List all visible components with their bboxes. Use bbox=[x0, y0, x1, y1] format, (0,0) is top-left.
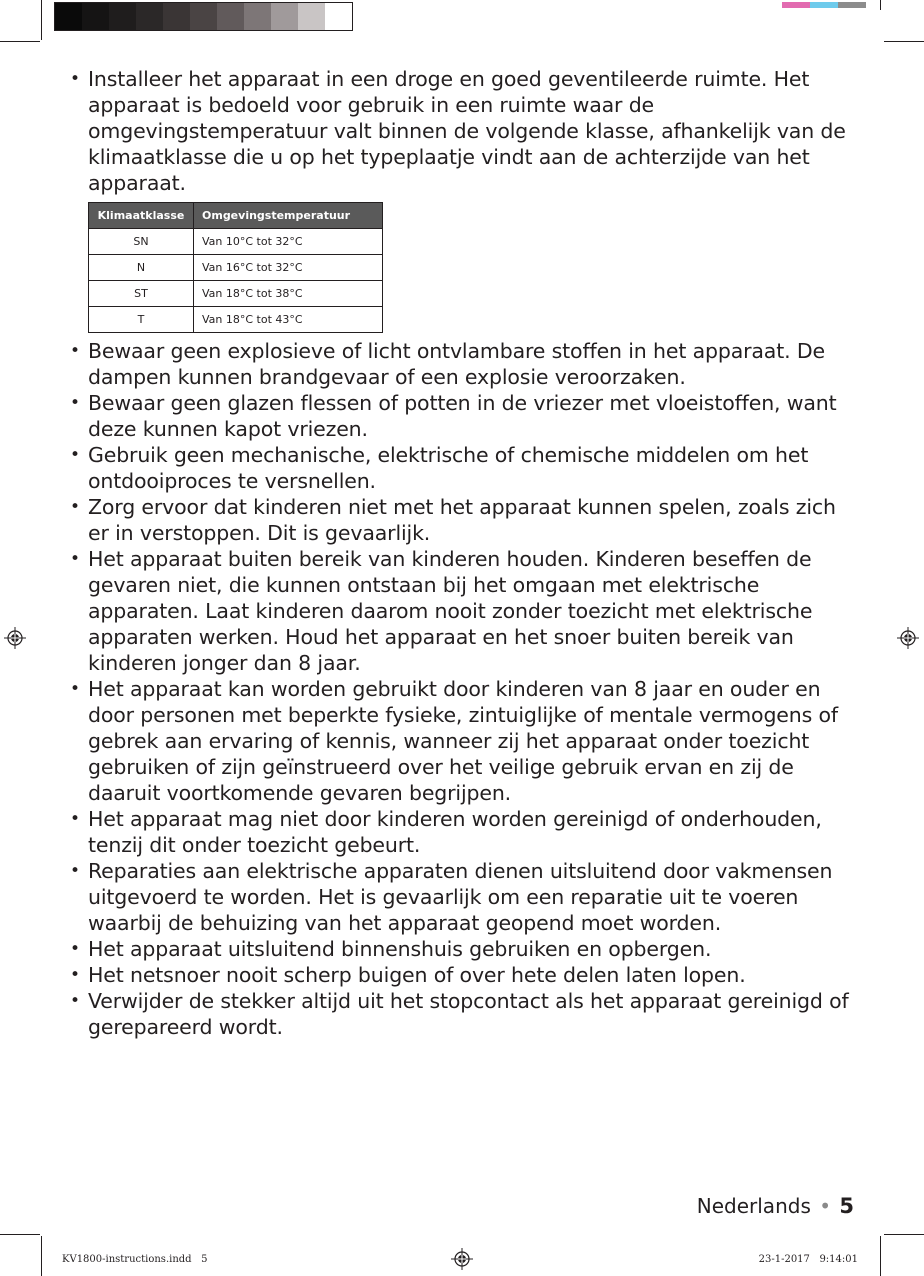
table-cell-class: ST bbox=[89, 281, 194, 307]
grayscale-swatch bbox=[136, 3, 163, 30]
table-header-climate-class: Klimaatklasse bbox=[89, 203, 194, 229]
bullet-icon: • bbox=[70, 679, 80, 699]
grayscale-swatch bbox=[109, 3, 136, 30]
grayscale-swatch bbox=[325, 3, 352, 30]
table-row bbox=[89, 229, 383, 255]
list-item-text: Het apparaat kan worden gebruikt door kinderen van 8 jaar en ouder en door personen met beperkte fysieke, zintuiglijke of mentale vermogens of gebrek aan ervaring of kennis, wanneer zij het apparaat onder toezicht gebruiken of zijn geïnstrueerd over het veilige gebruik ervan en zij de daaruit voortkomende gevaren begrijpen. bbox=[88, 677, 838, 805]
bullet-icon: • bbox=[70, 965, 80, 985]
list-item-text: Zorg ervoor dat kinderen niet met het apparaat kunnen spelen, zoals zich er in verstoppen. Dit is gevaarlijk. bbox=[88, 495, 836, 545]
list-item-text: Bewaar geen glazen flessen of potten in de vriezer met vloeistoffen, want deze kunnen kapot vriezen. bbox=[88, 391, 837, 441]
table-cell-class: N bbox=[89, 255, 194, 281]
table-header-row bbox=[89, 203, 383, 229]
intro-text: Installeer het apparaat in een droge en goed geventileerde ruimte. Het apparaat is bedoeld voor gebruik in een ruimte waar de omgevingstemperatuur valt binnen de volgende klasse, afhankelijk van de klimaatklasse die u op het typeplaatje vindt aan de achterzijde van het apparaat. bbox=[88, 67, 846, 195]
grayscale-swatch bbox=[163, 3, 190, 30]
list-item bbox=[68, 676, 858, 806]
list-item-text: Bewaar geen explosieve of licht ontvlambare stoffen in het apparaat. De dampen kunnen brandgevaar of een explosie veroorzaken. bbox=[88, 339, 825, 389]
slug-filename: KV1800-instructions.indd 5 bbox=[62, 1254, 208, 1265]
color-swatch bbox=[782, 2, 810, 8]
grayscale-swatch bbox=[55, 3, 82, 30]
climate-class-table bbox=[88, 202, 383, 333]
safety-bullet-list bbox=[68, 338, 858, 1040]
footer-language: Nederlands bbox=[696, 1194, 811, 1218]
registration-mark-left-icon bbox=[4, 627, 26, 649]
table-cell-class: SN bbox=[89, 229, 194, 255]
grayscale-swatch bbox=[217, 3, 244, 30]
slug-timestamp: 23-1-2017 9:14:01 bbox=[758, 1254, 858, 1265]
grayscale-swatch bbox=[82, 3, 109, 30]
grayscale-swatch bbox=[190, 3, 217, 30]
footer-separator: • bbox=[819, 1194, 832, 1218]
crop-mark-bottom-right-h bbox=[884, 1234, 924, 1235]
list-item-text: Het netsnoer nooit scherp buigen of over hete delen laten lopen. bbox=[88, 963, 746, 987]
bullet-icon: • bbox=[70, 393, 80, 413]
list-item bbox=[68, 390, 858, 442]
list-item bbox=[68, 494, 858, 546]
intro-bullet-item bbox=[68, 66, 858, 196]
bullet-icon: • bbox=[70, 991, 80, 1011]
list-item bbox=[68, 936, 858, 962]
bullet-icon: • bbox=[70, 861, 80, 881]
bullet-icon: • bbox=[70, 809, 80, 829]
color-swatch bbox=[810, 2, 838, 8]
list-item-text: Het apparaat mag niet door kinderen worden gereinigd of onderhouden, tenzij dit onder toezicht gebeurt. bbox=[88, 807, 822, 857]
page-footer bbox=[697, 1194, 854, 1218]
grayscale-color-bar bbox=[54, 2, 353, 31]
list-item bbox=[68, 806, 858, 858]
list-item bbox=[68, 988, 858, 1040]
table-row bbox=[89, 255, 383, 281]
list-item-text: Het apparaat buiten bereik van kinderen houden. Kinderen beseffen de gevaren niet, die kunnen ontstaan bij het omgaan met elektrische apparaten. Laat kinderen daarom nooit zonder toezicht met elektrische apparaten werken. Houd het apparaat en het snoer buiten bereik van kinderen jonger dan 8 jaar. bbox=[88, 547, 813, 675]
crop-mark-top-left-h bbox=[0, 41, 40, 42]
grayscale-swatch bbox=[298, 3, 325, 30]
crop-mark-top-right bbox=[880, 0, 881, 10]
table-header-ambient-temperature: Omgevingstemperatuur bbox=[194, 203, 383, 229]
crop-mark-bottom-left-h bbox=[0, 1234, 40, 1235]
crop-mark-top-right-h bbox=[884, 41, 924, 42]
intro-list bbox=[68, 66, 858, 196]
bullet-icon: • bbox=[70, 445, 80, 465]
cmyk-color-bar bbox=[782, 2, 866, 8]
table-row bbox=[89, 307, 383, 333]
crop-mark-bottom-right bbox=[880, 1236, 881, 1276]
list-item bbox=[68, 442, 858, 494]
registration-mark-right-icon bbox=[897, 627, 919, 649]
color-swatch bbox=[838, 2, 866, 8]
bullet-icon: • bbox=[70, 497, 80, 517]
table-cell-class: T bbox=[89, 307, 194, 333]
table-cell-temperature: Van 18°C tot 38°C bbox=[194, 281, 383, 307]
page-number: 5 bbox=[839, 1194, 854, 1218]
list-item bbox=[68, 338, 858, 390]
crop-mark-bottom-left bbox=[41, 1236, 42, 1276]
grayscale-swatch bbox=[244, 3, 271, 30]
bullet-icon: • bbox=[70, 549, 80, 569]
list-item-text: Verwijder de stekker altijd uit het stopcontact als het apparaat gereinigd of gerepareerd wordt. bbox=[88, 989, 849, 1039]
safety-instructions bbox=[68, 66, 858, 1040]
table-cell-temperature: Van 16°C tot 32°C bbox=[194, 255, 383, 281]
list-item bbox=[68, 858, 858, 936]
list-item bbox=[68, 546, 858, 676]
list-item bbox=[68, 962, 858, 988]
crop-mark-top-left bbox=[41, 0, 42, 40]
bullet-icon: • bbox=[70, 939, 80, 959]
registration-mark-bottom-icon bbox=[451, 1248, 473, 1270]
table-cell-temperature: Van 10°C tot 32°C bbox=[194, 229, 383, 255]
bullet-icon: • bbox=[70, 69, 80, 89]
list-item-text: Reparaties aan elektrische apparaten dienen uitsluitend door vakmensen uitgevoerd te worden. Het is gevaarlijk om een reparatie uit te voeren waarbij de behuizing van het apparaat geopend moet worden. bbox=[88, 859, 833, 935]
grayscale-swatch bbox=[271, 3, 298, 30]
bullet-icon: • bbox=[70, 341, 80, 361]
list-item-text: Gebruik geen mechanische, elektrische of chemische middelen om het ontdooiproces te versnellen. bbox=[88, 443, 809, 493]
list-item-text: Het apparaat uitsluitend binnenshuis gebruiken en opbergen. bbox=[88, 937, 712, 961]
table-cell-temperature: Van 18°C tot 43°C bbox=[194, 307, 383, 333]
table-row bbox=[89, 281, 383, 307]
